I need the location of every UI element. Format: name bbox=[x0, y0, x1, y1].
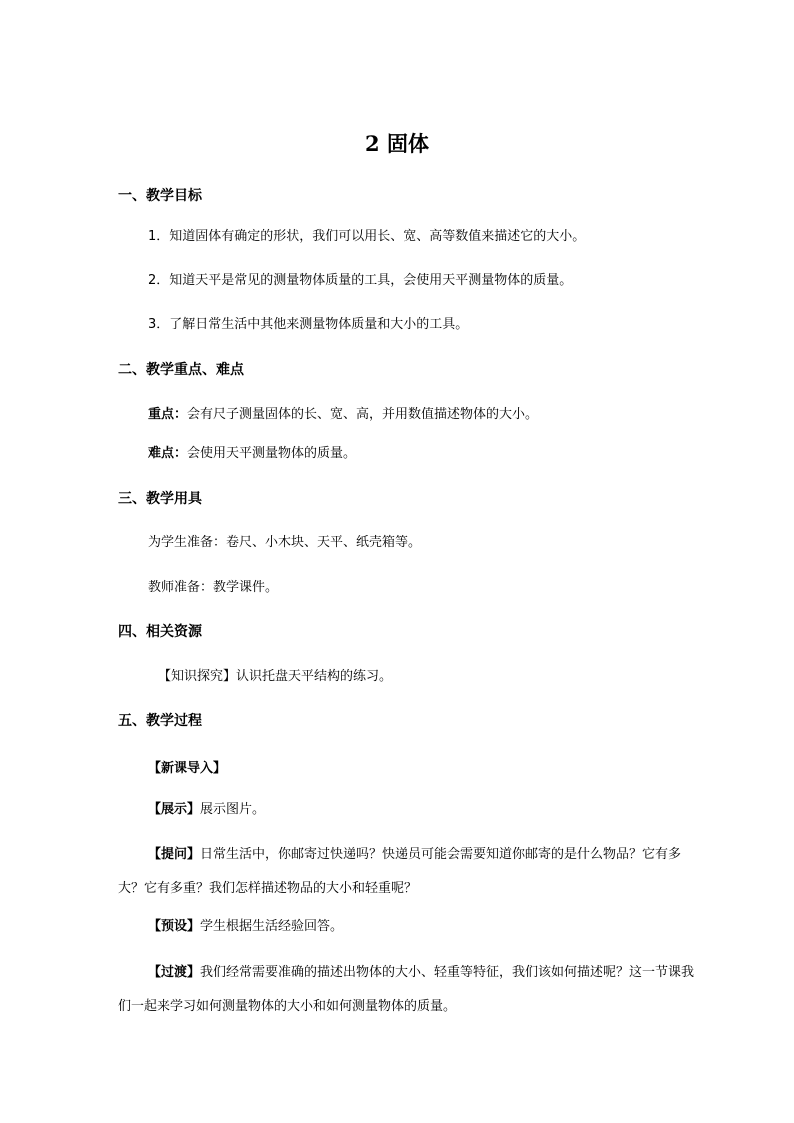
difficulty-label: 难点： bbox=[148, 446, 188, 461]
section-heading-key-points: 二、教学重点、难点 bbox=[118, 362, 244, 378]
preset-text: 学生根据生活经验回答。 bbox=[200, 919, 344, 934]
goal-item-1: 1．知道固体有确定的形状，我们可以用长、宽、高等数值来描述它的大小。 bbox=[148, 229, 586, 244]
resource-line: 【知识探究】认识托盘天平结构的练习。 bbox=[158, 669, 393, 684]
question-label: 【提问】 bbox=[148, 847, 201, 862]
key-point-label: 重点： bbox=[148, 407, 188, 422]
question-text: 日常生活中，你邮寄过快递吗？快递员可能会需要知道你邮寄的是什么物品？它有多大？它有多重？我们怎样描述物品的大小和轻重呢？ bbox=[118, 847, 682, 896]
section-heading-teaching-tools: 三、教学用具 bbox=[118, 491, 202, 507]
transition-label: 【过渡】 bbox=[148, 965, 201, 980]
student-prep-line: 为学生准备：卷尺、小木块、天平、纸壳箱等。 bbox=[148, 535, 422, 550]
preset-line bbox=[148, 917, 343, 937]
show-text: 展示图片。 bbox=[200, 802, 266, 817]
preset-label: 【预设】 bbox=[148, 919, 201, 934]
show-line bbox=[148, 800, 265, 820]
section-heading-teaching-goals: 一、教学目标 bbox=[118, 188, 202, 204]
difficulty-line bbox=[148, 444, 356, 464]
intro-label: 【新课导入】 bbox=[148, 761, 227, 776]
question-paragraph bbox=[118, 838, 698, 906]
show-label: 【展示】 bbox=[148, 802, 201, 817]
section-heading-teaching-process: 五、教学过程 bbox=[118, 713, 202, 729]
goal-item-2: 2．知道天平是常见的测量物体质量的工具，会使用天平测量物体的质量。 bbox=[148, 273, 573, 288]
key-point-text: 会有尺子测量固体的长、宽、高，并用数值描述物体的大小。 bbox=[187, 407, 539, 422]
difficulty-text: 会使用天平测量物体的质量。 bbox=[187, 446, 357, 461]
transition-text: 我们经常需要准确的描述出物体的大小、轻重等特征，我们该如何描述呢？这一节课我们一起来学习如何测量物体的大小和如何测量物体的质量。 bbox=[118, 965, 695, 1014]
transition-paragraph bbox=[118, 956, 698, 1024]
goal-item-3: 3．了解日常生活中其他来测量物体质量和大小的工具。 bbox=[148, 317, 469, 332]
page-title: 2 固体 bbox=[365, 131, 429, 156]
section-heading-resources: 四、相关资源 bbox=[118, 624, 202, 640]
new-lesson-intro-label bbox=[148, 759, 226, 779]
teacher-prep-line: 教师准备：教学课件。 bbox=[148, 580, 279, 595]
key-point-line bbox=[148, 405, 538, 425]
